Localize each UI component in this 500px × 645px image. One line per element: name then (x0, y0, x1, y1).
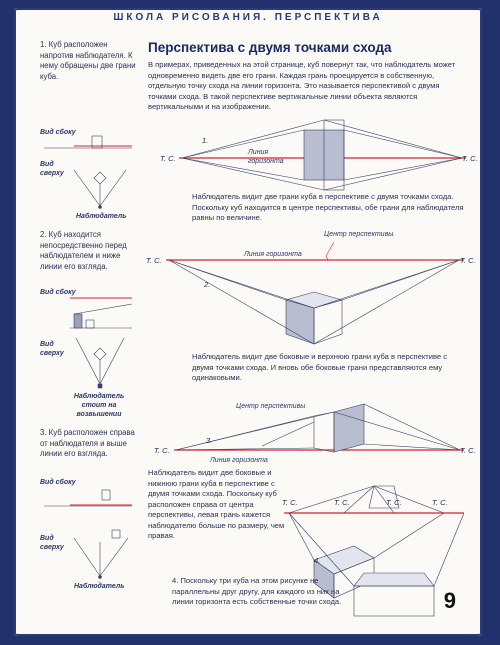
vanishing-point-label: Т. С. (462, 154, 478, 163)
vanishing-point-label: Т. С. (460, 446, 476, 455)
perspective-center-label: Центр перспективы (324, 231, 394, 238)
vanishing-point-label: Т. С. (386, 498, 402, 507)
diagram-3-number: 3. (206, 436, 213, 445)
vanishing-point-label: Т. С. (432, 498, 448, 507)
book-page (14, 8, 482, 636)
caption-1: Наблюдатель видит две грани куба в перспективе с двумя точками схода. Поскольку куб находится в центре перспективы, обе грани для наблюдателя равны по величине. (192, 192, 464, 222)
intro-text: В примерах, приведенных на этой странице, куб повернут так, что наблюдатель может одновременно видеть две его грани. Каждая грань проецируется в собственную, отдельную точку схода на линии горизонта. Это называется перспективой с двумя точками схода. В такой перспективе вертикальные линии объекта являются вертикальными и на изображении. (148, 60, 456, 111)
observer-elevated-label: Наблюдатель стоит на возвышении (73, 393, 125, 418)
horizon-label: Линия горизонта (248, 149, 284, 165)
side-view-label-2: Вид сбоку (40, 289, 76, 296)
caption-3: Наблюдатель видит две боковые и нижнюю грани куба в перспективе с двумя точками схода. Поскольку куб расположен справа от центра перспективы, левая грань кажется наблюдателю больше по размеру, чем правая. (148, 468, 285, 540)
caption-4: 4. Поскольку три куба на этом рисунке не параллельны друг другу, для каждого из них на линии горизонта есть собственные точки схода. (172, 576, 342, 606)
vanishing-point-label: Т. С. (282, 498, 298, 507)
page-number: 9 (443, 588, 456, 613)
diagram-4-number: 4. (314, 556, 321, 565)
diagram-3 (174, 404, 464, 452)
vanishing-point-label: Т. С. (460, 256, 476, 265)
page-title: Перспектива с двумя точками схода (148, 40, 392, 55)
top-view-label-3: Вид сверху (40, 535, 64, 551)
diagram-1 (179, 120, 466, 190)
observer-label-3: Наблюдатель (74, 583, 125, 590)
side-view-label-3: Вид сбоку (40, 479, 76, 486)
top-view-label-1: Вид сверху (40, 161, 64, 177)
top-view-label-2: Вид сверху (40, 341, 64, 357)
vanishing-point-label: Т. С. (146, 256, 162, 265)
side-note-2: 2. Куб находится непосредственно перед наблюдателем и ниже линии его взгляда. (40, 230, 127, 271)
side-view-label-1: Вид сбоку (40, 129, 76, 136)
observer-label-1: Наблюдатель (76, 213, 127, 220)
caption-2: Наблюдатель видит две боковые и верхнюю грани куба в перспективе с двумя точками схода. И вновь обе боковые грани представляются ему одинаковыми. (192, 352, 448, 382)
side-note-1: 1. Куб расположен напротив наблюдателя. К нему обращены две грани куба. (40, 40, 136, 81)
vanishing-point-label: Т. С. (334, 498, 350, 507)
horizon-label: Линия горизонта (244, 251, 302, 258)
diagram-2-number: 2. (204, 280, 211, 289)
section-header: ШКОЛА РИСОВАНИЯ. ПЕРСПЕКТИВА (113, 12, 383, 23)
diagram-1-number: 1. (202, 136, 209, 145)
horizon-label: Линия горизонта (210, 457, 268, 464)
side-note-3: 3. Куб расположен справа от наблюдателя и выше линии его взгляда. (40, 428, 135, 459)
vanishing-point-label: Т. С. (154, 446, 170, 455)
diagram-2 (166, 242, 464, 344)
vanishing-point-label: Т. С. (160, 154, 176, 163)
perspective-center-label: Центр перспективы (236, 403, 306, 410)
sketch-2 (70, 298, 132, 388)
